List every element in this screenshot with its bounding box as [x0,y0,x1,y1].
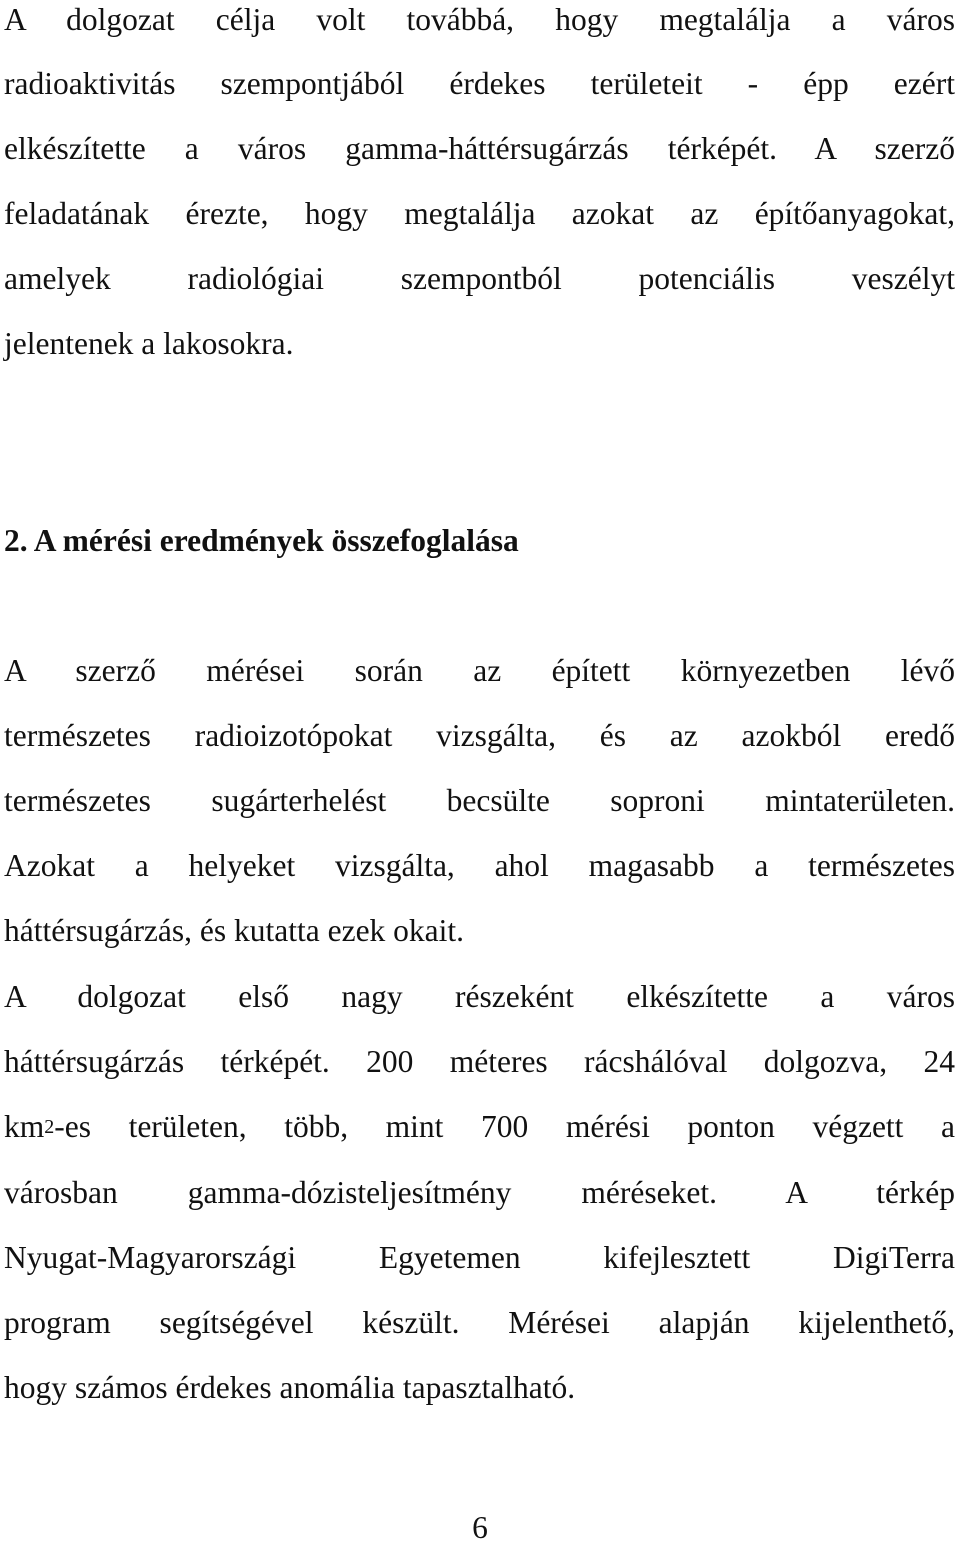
paragraph-3-line-1: A dolgozat első nagy részeként elkészítette a város [4,979,955,1014]
paragraph-3-line-6: program segítségével készült. Mérései alapján kijelenthető, [4,1305,955,1340]
paragraph-1-line-2: radioaktivitás szempontjából érdekes területeit - épp ezért [4,66,955,101]
paragraph-1-line-4: feladatának érezte, hogy megtalálja azokat az építőanyagokat, [4,196,955,231]
paragraph-1-line-6: jelentenek a lakosokra. [4,326,294,361]
page-number: 6 [472,1510,488,1545]
paragraph-3-line-3 [4,1107,955,1147]
paragraph-1-line-3: elkészítette a város gamma-háttérsugárzás térképét. A szerző [4,131,955,166]
km-line-text: -es területen, több, mint 700 mérési ponton végzett a [54,1109,955,1144]
km-superscript: 2 [44,1116,55,1138]
section-heading: 2. A mérési eredmények összefoglalása [4,523,519,558]
paragraph-1-line-5: amelyek radiológiai szempontból potenciális veszélyt [4,261,955,296]
paragraph-2-line-3: természetes sugárterhelést becsülte soproni mintaterületen. [4,783,955,818]
paragraph-2-line-4: Azokat a helyeket vizsgálta, ahol magasabb a természetes [4,848,955,883]
paragraph-3-line-4: városban gamma-dózisteljesítmény méréseket. A térkép [4,1175,955,1210]
paragraph-3-line-5: Nyugat-Magyarországi Egyetemen kifejlesztett DigiTerra [4,1240,955,1275]
paragraph-3-line-7: hogy számos érdekes anomália tapasztalható. [4,1370,576,1405]
paragraph-1-line-1: A dolgozat célja volt továbbá, hogy megtalálja a város [4,2,955,37]
paragraph-3-line-2: háttérsugárzás térképét. 200 méteres rácshálóval dolgozva, 24 [4,1044,955,1079]
paragraph-2-line-1: A szerző mérései során az épített környezetben lévő [4,653,955,688]
km-unit: km [4,1109,45,1144]
paragraph-2-line-2: természetes radioizotópokat vizsgálta, és az azokból eredő [4,718,955,753]
paragraph-2-line-5: háttérsugárzás, és kutatta ezek okait. [4,913,465,948]
